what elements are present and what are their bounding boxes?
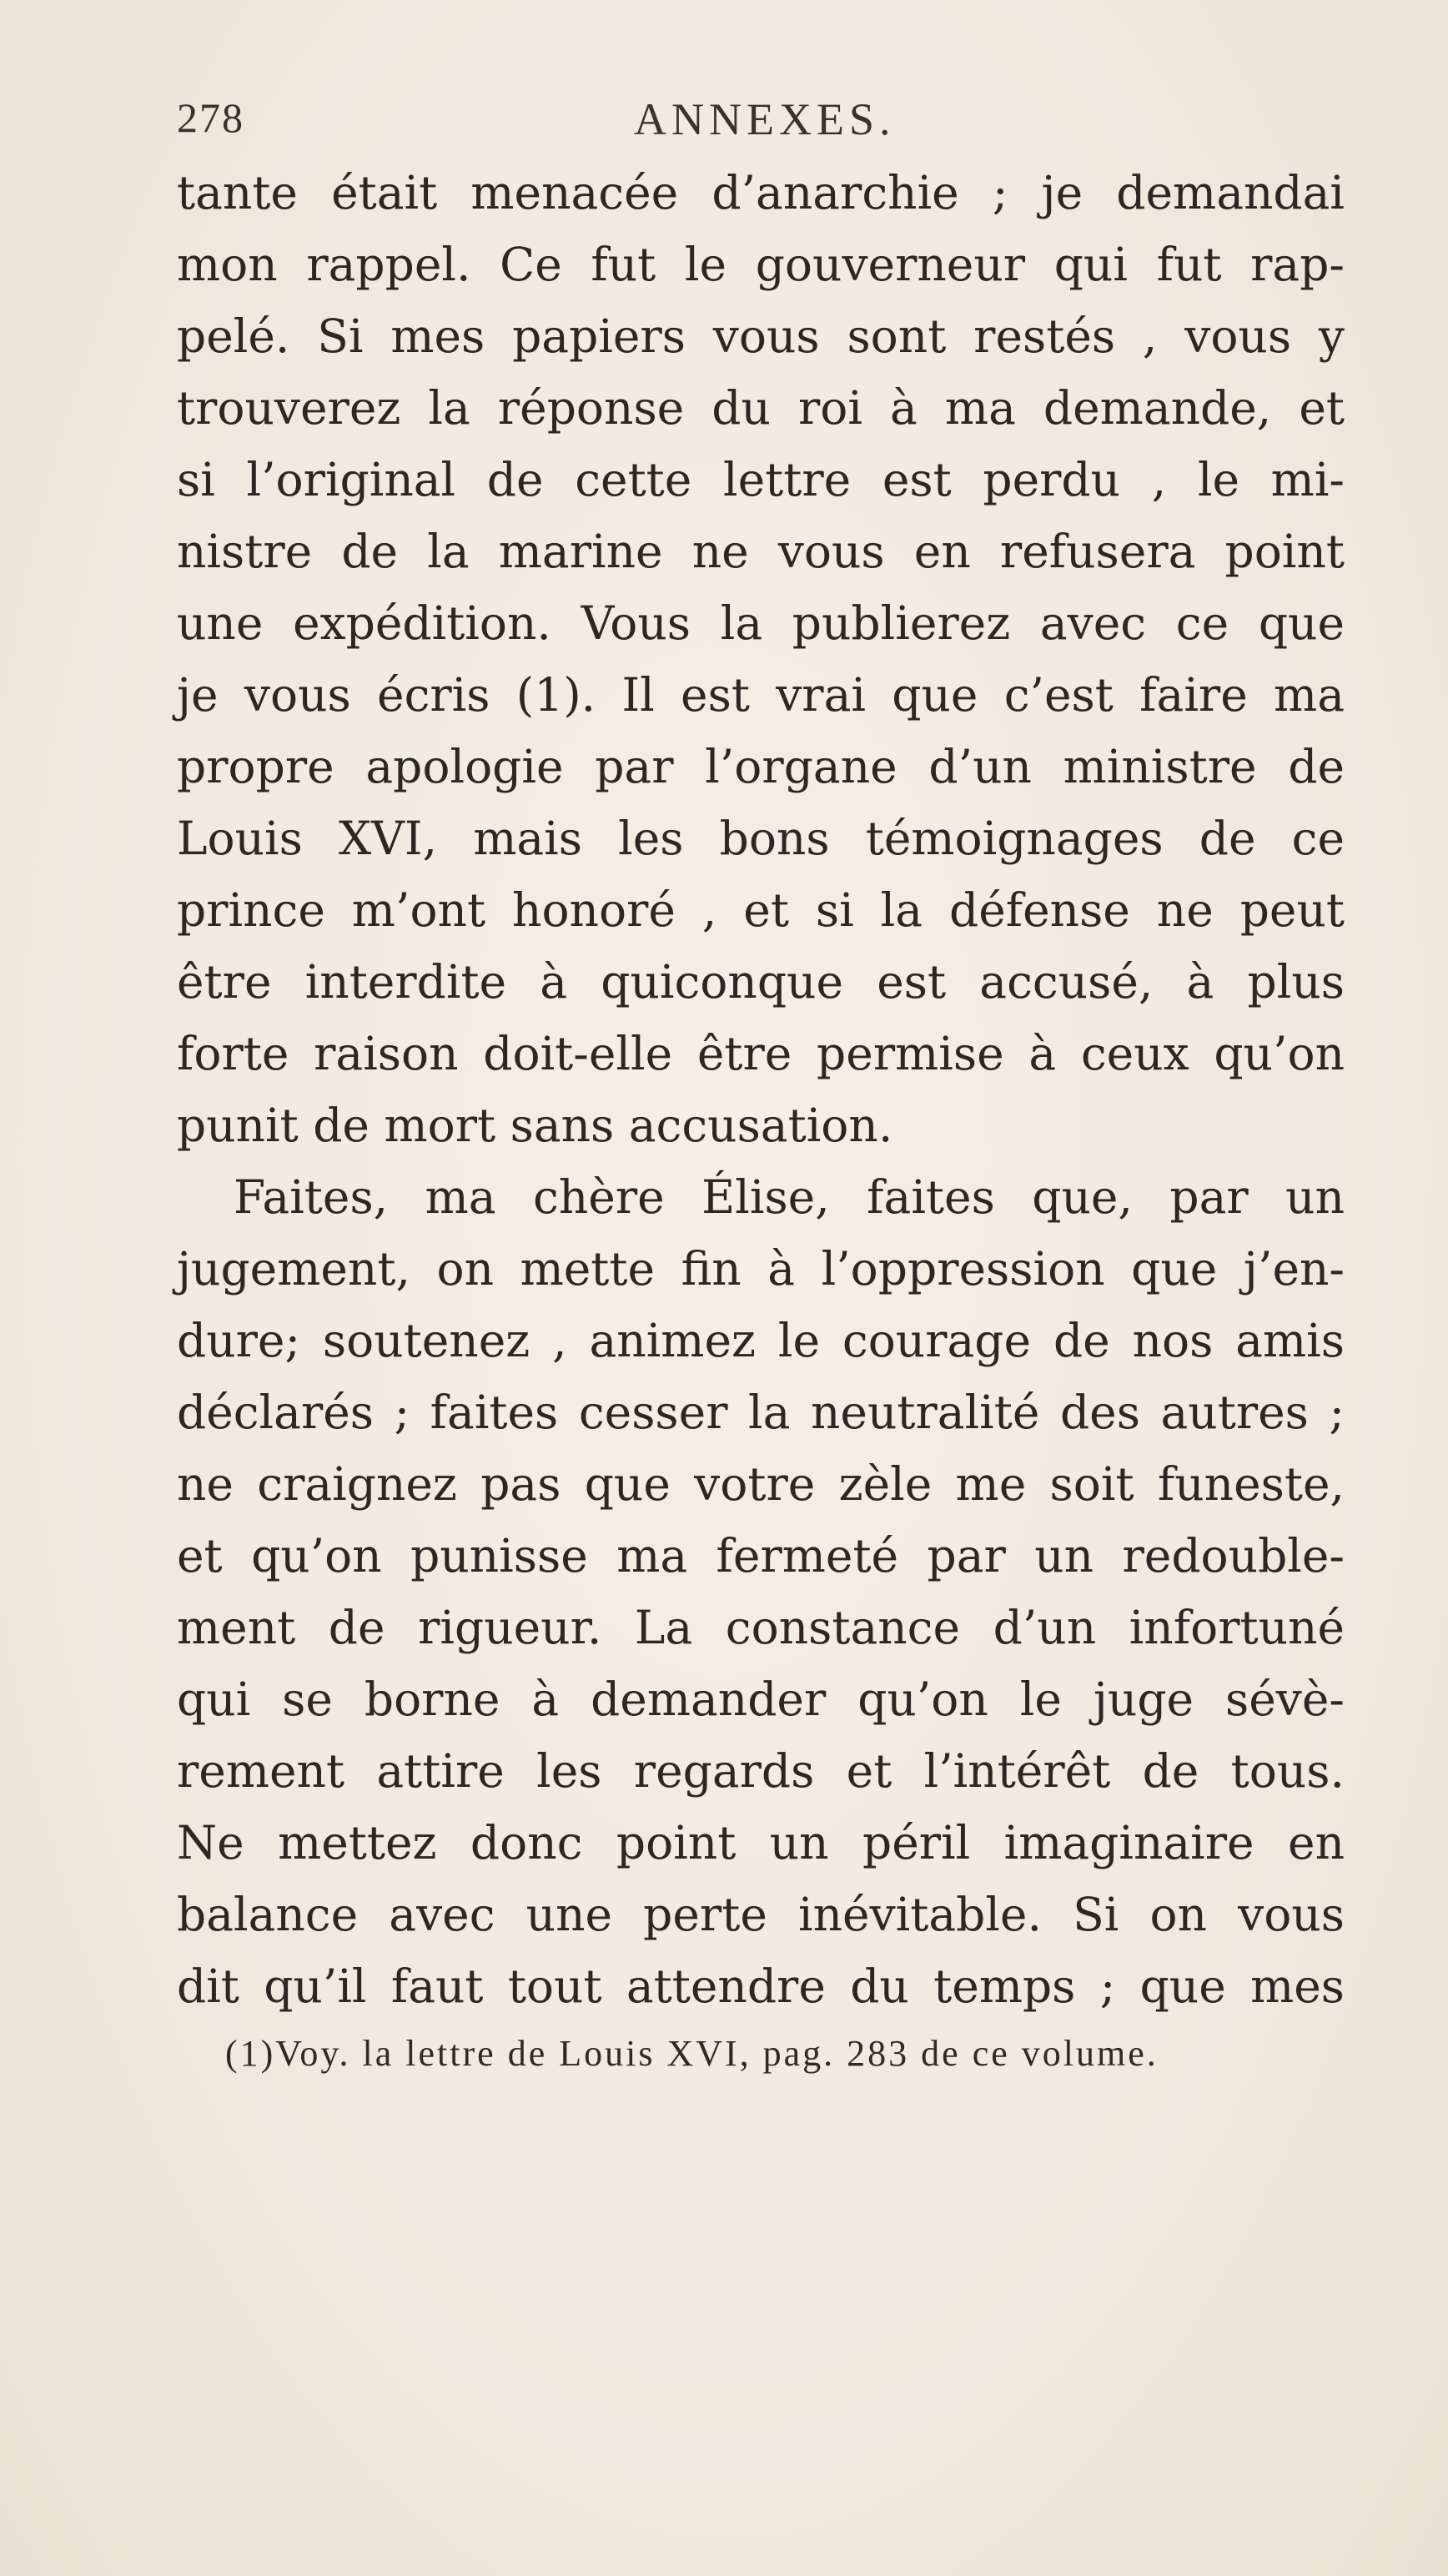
text-line: si l’original de cette lettre est perdu , le mi-	[177, 453, 1345, 506]
body-text	[177, 157, 1345, 2022]
text-line: Louis XVI, mais les bons témoignages de ce	[177, 812, 1345, 865]
text-line: dure; soutenez , animez le courage de nos amis	[177, 1314, 1345, 1367]
text-line: balance avec une perte inévitable. Si on vous	[177, 1888, 1345, 1941]
text-line: forte raison doit-elle être permise à ceux qu’on	[177, 1027, 1345, 1080]
text-line: pelé. Si mes papiers vous sont restés , vous y	[177, 309, 1345, 363]
text-line: prince m’ont honoré , et si la défense ne peut	[177, 883, 1345, 937]
text-line: ment de rigueur. La constance d’un infortuné	[177, 1601, 1345, 1654]
paragraph-start-line: Faites, ma chère Élise, faites que, par un	[234, 1170, 1345, 1224]
text-line: être interdite à quiconque est accusé, à plus	[177, 955, 1345, 1009]
text-line: jugement, on mette fin à l’oppression que j’en-	[177, 1242, 1345, 1296]
text-line: et qu’on punisse ma fermeté par un redouble-	[177, 1529, 1345, 1582]
paragraph-end-line: punit de mort sans accusation.	[177, 1099, 893, 1152]
footnote: (1)Voy. la lettre de Louis XVI, pag. 283 de ce volume.	[225, 2033, 1159, 2074]
text-line: une expédition. Vous la publierez avec ce que	[177, 596, 1345, 650]
text-line: Ne mettez donc point un péril imaginaire en	[177, 1816, 1345, 1869]
text-line: tante était menacée d’anarchie ; je demandai	[177, 166, 1345, 219]
text-line: ne craignez pas que votre zèle me soit funeste,	[177, 1457, 1345, 1511]
text-line: rement attire les regards et l’intérêt de tous.	[177, 1744, 1345, 1798]
running-head	[177, 93, 1345, 143]
text-line: trouverez la réponse du roi à ma demande, et	[177, 381, 1345, 435]
text-line: mon rappel. Ce fut le gouverneur qui fut rap-	[177, 238, 1345, 291]
text-line: nistre de la marine ne vous en refusera point	[177, 525, 1345, 578]
text-line: qui se borne à demander qu’on le juge sévè-	[177, 1673, 1345, 1726]
section-title: ANNEXES.	[634, 94, 896, 144]
text-line: propre apologie par l’organe d’un ministre de	[177, 740, 1345, 793]
text-line: déclarés ; faites cesser la neutralité des autres ;	[177, 1386, 1345, 1439]
text-line: dit qu’il faut tout attendre du temps ; que mes	[177, 1960, 1345, 2013]
page-number: 278	[177, 94, 244, 141]
text-line: je vous écris (1). Il est vrai que c’est faire ma	[177, 668, 1345, 722]
